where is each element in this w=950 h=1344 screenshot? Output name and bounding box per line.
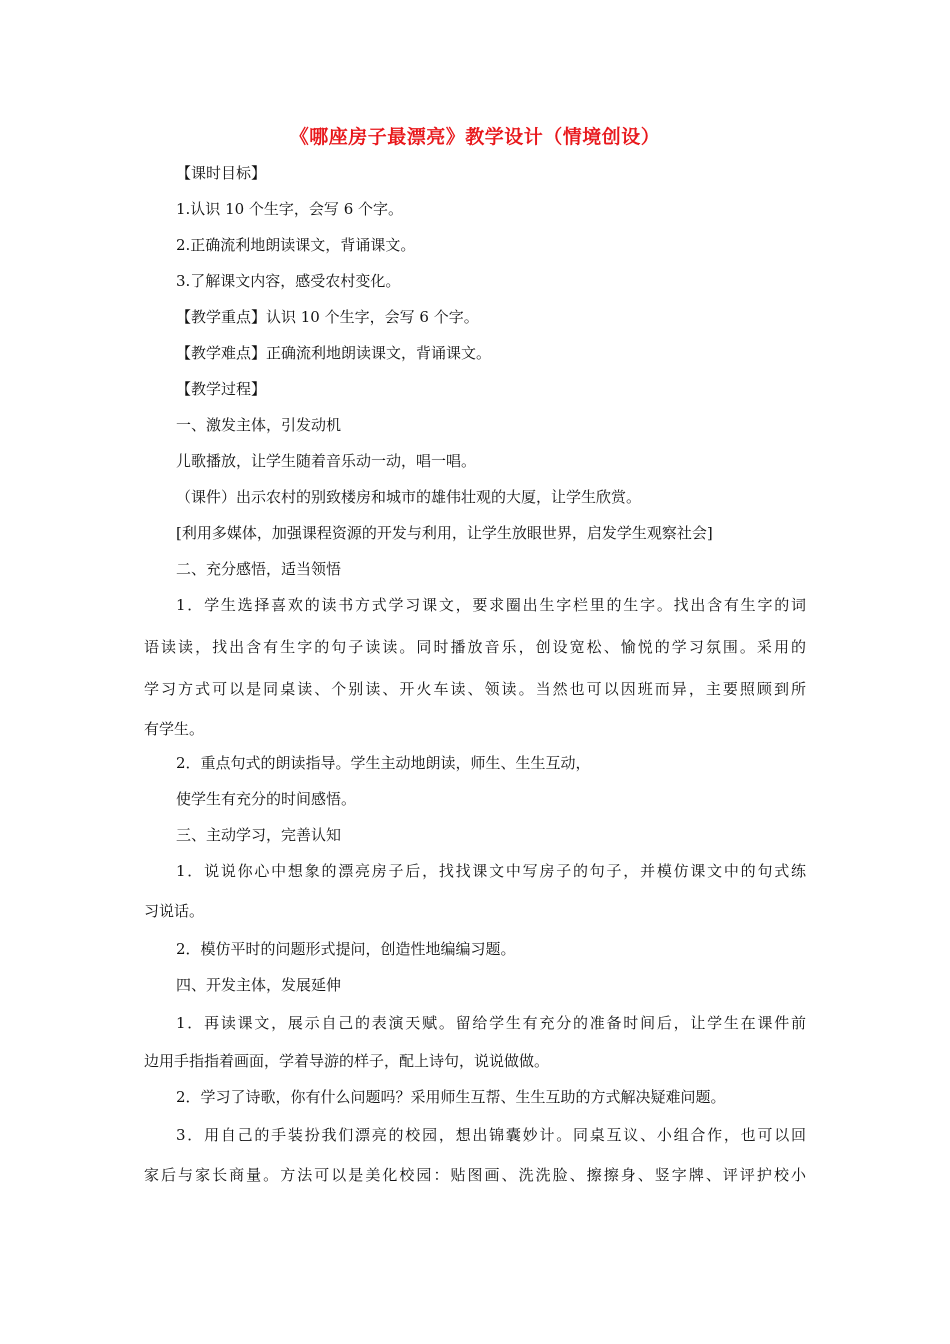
paragraph-line: 边用手指指着画面，学着导游的样子，配上诗句，说说做做。 xyxy=(144,1052,550,1070)
paragraph-line: 2．模仿平时的问题形式提问，创造性地编编习题。 xyxy=(176,940,516,958)
paragraph-line: 1．学生选择喜欢的读书方式学习课文，要求圈出生字栏里的生字。找出含有生字的词 xyxy=(176,596,806,614)
paragraph-line: （课件）出示农村的别致楼房和城市的雄伟壮观的大厦，让学生欣赏。 xyxy=(176,488,642,506)
paragraph-line: 使学生有充分的时间感悟。 xyxy=(176,790,357,808)
paragraph-line: 语读读，找出含有生字的句子读读。同时播放音乐，创设宽松、愉悦的学习氛围。采用的 xyxy=(144,638,806,656)
step-heading-1: 一、激发主体，引发动机 xyxy=(176,416,342,434)
document-title: 《哪座房子最漂亮》教学设计（情境创设） xyxy=(289,126,661,148)
paragraph-line: 习说话。 xyxy=(144,902,205,920)
step-heading-2: 二、充分感悟，适当领悟 xyxy=(176,560,342,578)
step-heading-4: 四、开发主体，发展延伸 xyxy=(176,976,342,994)
teaching-focus: 【教学重点】认识 10 个生字，会写 6 个字。 xyxy=(176,308,479,326)
objective-item-2: 2.正确流利地朗读课文，背诵课文。 xyxy=(176,236,416,254)
paragraph-line: 2．学习了诗歌，你有什么问题吗？采用师生互帮、生生互助的方式解决疑难问题。 xyxy=(176,1088,726,1106)
teaching-difficulty: 【教学难点】正确流利地朗读课文，背诵课文。 xyxy=(176,344,492,362)
paragraph-line: 2．重点句式的朗读指导。学生主动地朗读，师生、生生互动， xyxy=(176,754,591,772)
paragraph-line: 学习方式可以是同桌读、个别读、开火车读、领读。当然也可以因班而异，主要照顾到所 xyxy=(144,680,806,698)
step-heading-3: 三、主动学习，完善认知 xyxy=(176,826,342,844)
objective-item-3: 3.了解课文内容，感受农村变化。 xyxy=(176,272,401,290)
objective-item-1: 1.认识 10 个生字，会写 6 个字。 xyxy=(176,200,404,218)
paragraph-line: 3．用自己的手装扮我们漂亮的校园，想出锦囊妙计。同桌互议、小组合作，也可以回 xyxy=(176,1126,806,1144)
paragraph-line: [利用多媒体，加强课程资源的开发与利用，让学生放眼世界，启发学生观察社会] xyxy=(176,524,713,542)
section-heading-objectives: 【课时目标】 xyxy=(176,164,267,182)
paragraph-line: 儿歌播放，让学生随着音乐动一动，唱一唱。 xyxy=(176,452,477,470)
paragraph-line: 1．再读课文，展示自己的表演天赋。留给学生有充分的准备时间后，让学生在课件前 xyxy=(176,1014,806,1032)
paragraph-line: 有学生。 xyxy=(144,720,205,738)
paragraph-line: 家后与家长商量。方法可以是美化校园：贴图画、洗洗脸、擦擦身、竖字牌、评评护校小 xyxy=(144,1166,806,1184)
paragraph-line: 1．说说你心中想象的漂亮房子后，找找课文中写房子的句子，并模仿课文中的句式练 xyxy=(176,862,806,880)
section-heading-process: 【教学过程】 xyxy=(176,380,267,398)
